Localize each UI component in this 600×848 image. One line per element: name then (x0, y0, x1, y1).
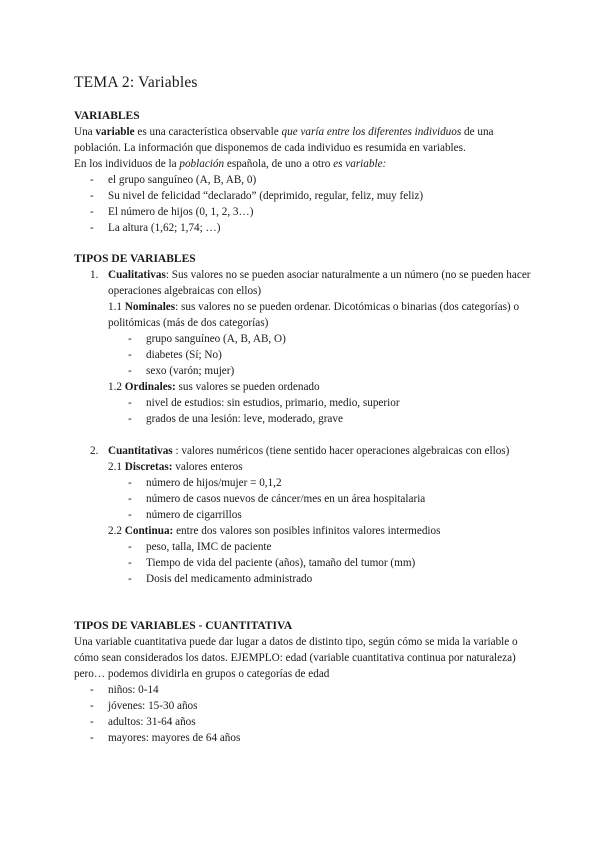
dash: - (90, 684, 94, 696)
list-item (74, 507, 534, 523)
bold-term: Cualitativas (108, 269, 166, 281)
list-item (74, 220, 534, 236)
list-item-text: sexo (varón; mujer) (146, 365, 235, 377)
text: de una población. La información que disponemos de cada individuo es resumida en variables. (74, 126, 494, 154)
list-item (74, 539, 534, 555)
list-item (74, 172, 534, 188)
dash: - (128, 333, 132, 345)
section-heading: VARIABLES (74, 110, 140, 122)
list-item (74, 347, 534, 363)
section-variables (74, 108, 534, 236)
list-item (74, 714, 534, 730)
text: española, de uno a otro (224, 158, 334, 170)
section-heading: TIPOS DE VARIABLES - CUANTITATIVA (74, 620, 293, 632)
list-item-text: número de hijos/mujer = 0,1,2 (146, 477, 282, 489)
dash: - (128, 573, 132, 585)
dash: - (128, 509, 132, 521)
dash: - (90, 716, 94, 728)
dash: - (128, 493, 132, 505)
list-item (74, 204, 534, 220)
item-number: 2. (90, 445, 99, 457)
text: Una (74, 126, 96, 138)
definition-paragraph (74, 124, 534, 156)
list-item (74, 475, 534, 491)
dash: - (128, 349, 132, 361)
dash: - (90, 222, 94, 234)
text: sus valores se pueden ordenado (175, 381, 320, 393)
bold-term: Ordinales: (124, 381, 176, 393)
dash: - (128, 557, 132, 569)
dash: - (128, 541, 132, 553)
section-tipos (74, 251, 534, 587)
dash: - (90, 700, 94, 712)
list-item-text: peso, talla, IMC de paciente (146, 541, 272, 553)
paragraph: Una variable cuantitativa puede dar lugar a datos de distinto tipo, según cómo se mida la variable o cómo sean considerados los datos. EJEMPLO: edad (variable cuantitativa continua por naturaleza) pero… podemos dividirla en grupos o categorías de edad (74, 636, 518, 680)
section-cuantitativa (74, 618, 534, 746)
bold-term: Continua: (124, 525, 174, 537)
list-item-text: el grupo sanguíneo (A, B, AB, 0) (108, 174, 257, 186)
text: : sus valores no se pueden ordenar. Dicotómicas o binarias (dos categorías) o politómicas (más de dos categorías) (108, 301, 520, 329)
list-item-text: nivel de estudios: sin estudios, primario, medio, superior (146, 397, 400, 409)
list-item-text: grupo sanguíneo (A, B, AB, O) (146, 333, 286, 345)
list-item (74, 188, 534, 204)
list-item-text: diabetes (Sí; No) (146, 349, 222, 361)
sub-number: 2.2 (108, 525, 125, 537)
bold-term: Nominales (124, 301, 176, 313)
list-item (74, 331, 534, 347)
bold-term: Discretas: (124, 461, 173, 473)
list-item (74, 682, 534, 698)
italic-text: es variable: (333, 158, 387, 170)
continua-list (74, 539, 534, 587)
bold-term: Cuantitativas (108, 445, 173, 457)
spacer (74, 427, 534, 443)
dash: - (128, 397, 132, 409)
text: En los individuos de la (74, 158, 180, 170)
italic-text: que varía entre los diferentes individuos (281, 126, 462, 138)
example-intro (74, 156, 534, 172)
subsection-ordinales (74, 379, 534, 395)
list-item (74, 698, 534, 714)
list-item (74, 363, 534, 379)
bold-term: variable (95, 126, 135, 138)
text: : valores numéricos (tiene sentido hacer operaciones algebraicas con ellos) (172, 445, 510, 457)
list-item-text: jóvenes: 15-30 años (108, 700, 198, 712)
sub-number: 1.1 (108, 301, 125, 313)
numbered-item-cualitativas (74, 267, 534, 331)
ordinales-list (74, 395, 534, 427)
list-item (74, 730, 534, 746)
dash: - (90, 174, 94, 186)
dash: - (90, 206, 94, 218)
section-heading: TIPOS DE VARIABLES (74, 253, 196, 265)
numbered-item-cuantitativas (74, 443, 534, 475)
list-item-text: número de cigarrillos (146, 509, 242, 521)
dash: - (128, 413, 132, 425)
list-item (74, 395, 534, 411)
sub-number: 1.2 (108, 381, 125, 393)
text: es una característica observable (134, 126, 282, 138)
list-item-text: La altura (1,62; 1,74; …) (108, 222, 221, 234)
dash: - (128, 477, 132, 489)
list-item-text: Tiempo de vida del paciente (años), tamaño del tumor (mm) (146, 557, 416, 569)
list-item-text: grados de una lesión: leve, moderado, grave (146, 413, 343, 425)
text: : Sus valores no se pueden asociar naturalmente a un número (no se pueden hacer operaciones algebraicas con ellos) (108, 269, 531, 297)
sub-number: 2.1 (108, 461, 125, 473)
list-item-text: Su nivel de felicidad “declarado” (deprimido, regular, feliz, muy feliz) (108, 190, 424, 202)
italic-text: población (179, 158, 225, 170)
list-item (74, 571, 534, 587)
item-number: 1. (90, 269, 99, 281)
nominales-list (74, 331, 534, 379)
list-item-text: mayores: mayores de 64 años (108, 732, 241, 744)
list-item-text: El número de hijos (0, 1, 2, 3…) (108, 206, 254, 218)
list-item-text: niños: 0-14 (108, 684, 159, 696)
text: entre dos valores son posibles infinitos valores intermedios (173, 525, 441, 537)
dash: - (128, 365, 132, 377)
examples-list (74, 172, 534, 236)
dash: - (90, 732, 94, 744)
list-item (74, 555, 534, 571)
list-item (74, 411, 534, 427)
list-item-text: adultos: 31-64 años (108, 716, 196, 728)
list-item (74, 491, 534, 507)
subsection-discretas (108, 459, 534, 475)
age-groups-list (74, 682, 534, 746)
list-item-text: número de casos nuevos de cáncer/mes en un área hospitalaria (146, 493, 426, 505)
dash: - (90, 190, 94, 202)
page-title: TEMA 2: Variables (74, 74, 198, 91)
discretas-list (74, 475, 534, 523)
subsection-nominales (108, 299, 534, 331)
subsection-continua (74, 523, 534, 539)
text: valores enteros (172, 461, 243, 473)
list-item-text: Dosis del medicamento administrado (146, 573, 313, 585)
